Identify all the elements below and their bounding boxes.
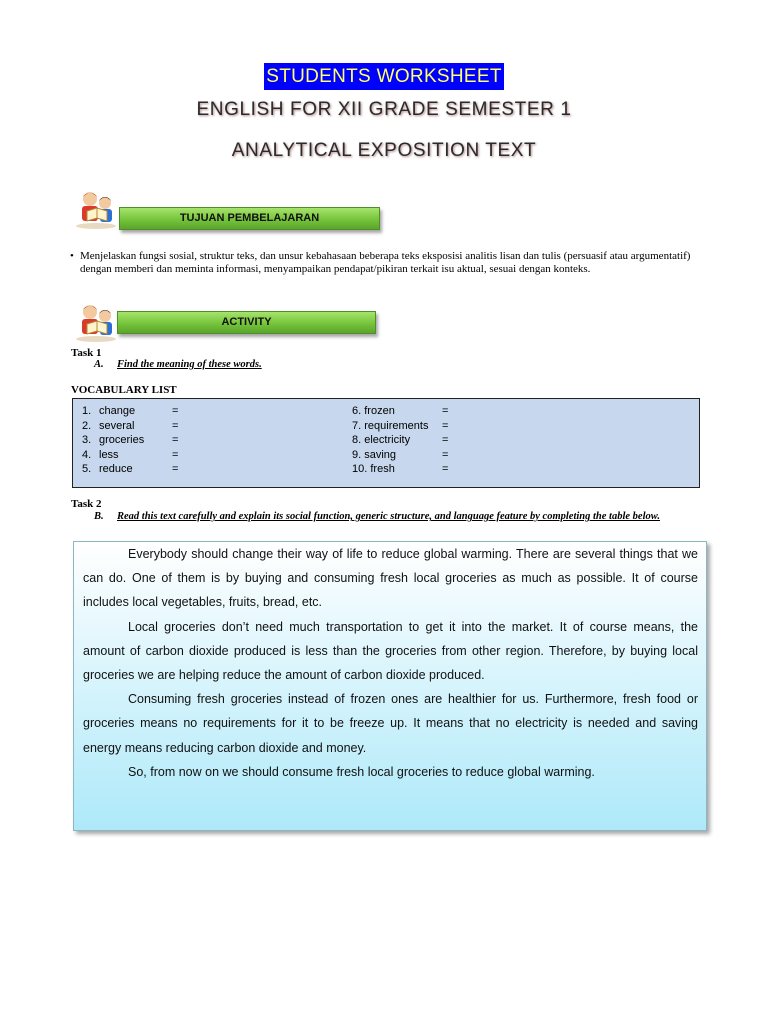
reading-text-box [73, 541, 707, 831]
learning-objectives-banner: TUJUAN PEMBELAJARAN [119, 207, 380, 230]
vocab-item [82, 448, 179, 463]
vocab-item [82, 462, 179, 477]
vocab-word: change [99, 405, 136, 417]
objective-bullet [70, 250, 700, 276]
vocab-equals: = [442, 463, 449, 476]
bullet-dot: • [70, 250, 74, 262]
subtitle-grade: ENGLISH FOR XII GRADE SEMESTER 1 [196, 99, 572, 120]
vocabulary-list-box [72, 398, 700, 488]
task-1-instruction: Find the meaning of these words. [117, 359, 262, 370]
vocab-word: several [99, 419, 135, 432]
reading-paragraph: Local groceries don’t need much transportation to get it into the market. It of course means, the amount of carbon dioxide produced is less than the groceries from other region. Therefore, by buying local groceries we are helping reduce the amount of carbon dioxide produced. [83, 619, 698, 683]
vocabulary-column-left [82, 404, 179, 477]
vocab-item [352, 448, 449, 463]
vocab-item [82, 404, 179, 419]
vocab-equals: = [172, 448, 179, 461]
vocab-equals: = [172, 463, 179, 476]
vocab-number: 1. [82, 405, 92, 417]
reading-paragraph: So, from now on we should consume fresh local groceries to reduce global warming. [128, 764, 595, 779]
vocab-item [352, 462, 449, 477]
task-2-label: Task 2 [71, 498, 102, 510]
vocab-number: 6. [352, 405, 362, 417]
task-2-instruction: Read this text carefully and explain its social function, generic structure, and language feature by completing the table below. [117, 511, 660, 522]
worksheet-title: STUDENTS WORKSHEET [264, 63, 504, 90]
vocab-equals: = [442, 405, 449, 417]
activity-banner: ACTIVITY [117, 311, 376, 334]
subtitle-text-type: ANALYTICAL EXPOSITION TEXT [231, 140, 537, 161]
vocab-equals: = [172, 434, 179, 447]
vocab-item [352, 419, 449, 434]
kid-reading-icon [73, 189, 119, 229]
vocab-word: reduce [99, 463, 133, 476]
vocab-item [82, 433, 179, 448]
vocab-word: requirements [364, 419, 429, 432]
vocab-number: 2. [82, 419, 92, 432]
vocab-word: saving [364, 448, 397, 461]
vocab-item [82, 419, 179, 434]
vocab-number: 4. [82, 448, 92, 461]
vocab-word: groceries [99, 434, 145, 447]
vocab-equals: = [172, 419, 179, 432]
vocabulary-heading: VOCABULARY LIST [71, 384, 177, 396]
vocab-equals: = [442, 419, 449, 432]
vocab-word: frozen [364, 405, 395, 417]
vocab-number: 5. [82, 463, 92, 476]
vocab-equals: = [442, 448, 449, 461]
vocab-word: electricity [364, 434, 411, 447]
vocab-number: 8. [352, 434, 362, 447]
kid-reading-icon [73, 302, 119, 342]
objective-text: Menjelaskan fungsi sosial, struktur teks, dan unsur kebahasaan beberapa teks eksposisi analitis lisan dan tulis (persuasif atau argumentatif) dengan memberi dan meminta informasi, menyampaikan pendapat/pikiran terkait isu aktual, sesuai dengan konteks. [80, 250, 691, 275]
vocab-equals: = [442, 434, 449, 447]
task-1-label: Task 1 [71, 347, 102, 359]
vocab-word: less [99, 448, 119, 461]
vocab-item [352, 404, 449, 419]
task-1-letter: A. [94, 359, 104, 370]
reading-paragraph: Everybody should change their way of life to reduce global warming. There are several things that we can do. One of them is by buying and consuming fresh local groceries as much as possible. It of course includes local vegetables, fruits, bread, etc. [83, 547, 698, 610]
vocab-word: fresh [370, 463, 395, 476]
vocab-number: 7. [352, 419, 362, 432]
vocab-item [352, 433, 449, 448]
vocab-number: 9. [352, 448, 362, 461]
vocabulary-column-right [352, 404, 449, 477]
vocab-equals: = [172, 405, 179, 417]
reading-paragraph: Consuming fresh groceries instead of frozen ones are healthier for us. Furthermore, fresh food or groceries means no requirements for it to be freeze up. It means that no electricity is needed and saving energy means reducing carbon dioxide and money. [83, 692, 698, 755]
vocab-number: 10. [352, 463, 368, 476]
task-2-letter: B. [94, 511, 104, 522]
vocab-number: 3. [82, 434, 92, 447]
